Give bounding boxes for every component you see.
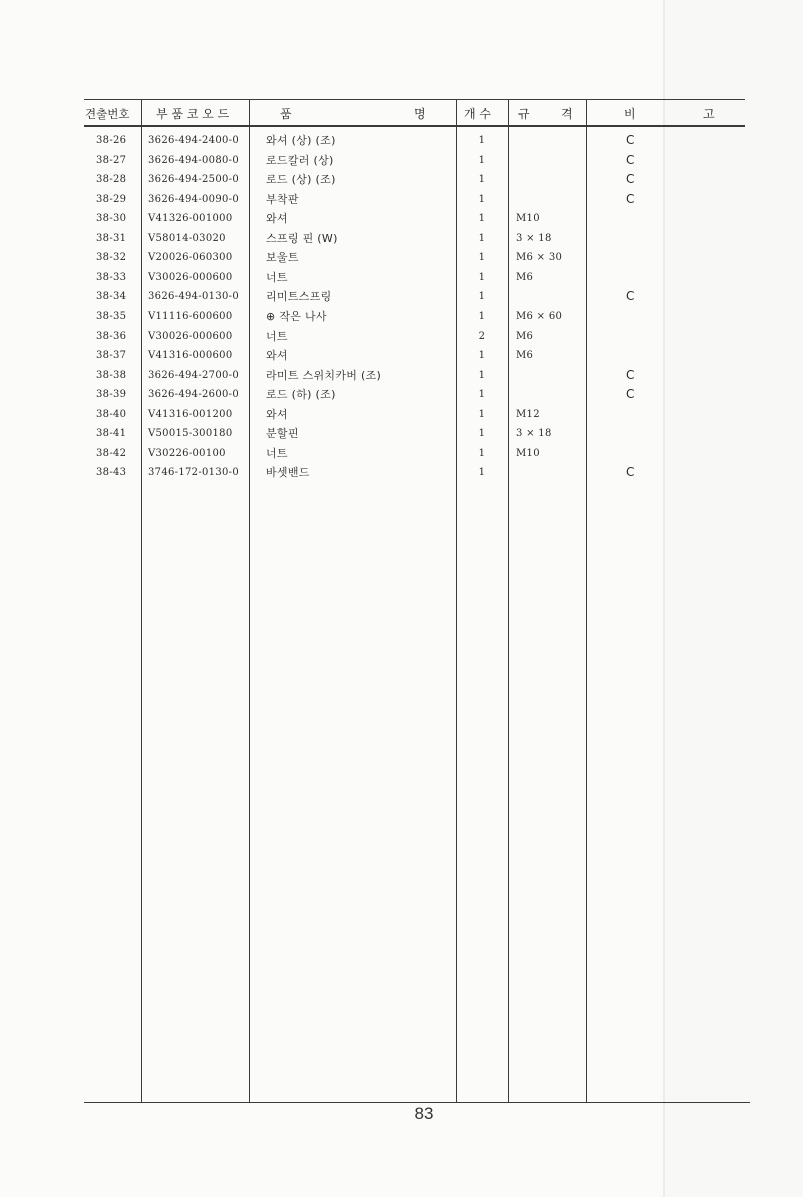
part-number-cell: 38-28 [96, 174, 127, 186]
part-number-cell: 38-38 [96, 369, 127, 381]
part-code-cell: 3626-494-0130-0 [148, 291, 239, 303]
spec-cell: M10 [516, 213, 540, 225]
spec-cell: 3 × 18 [516, 232, 552, 244]
table-top-rule [84, 99, 745, 100]
header-spec-left: 규 [518, 107, 530, 121]
part-code-cell: V41316-000600 [148, 350, 233, 362]
quantity-cell: 2 [478, 330, 486, 342]
quantity-cell: 1 [478, 154, 486, 166]
part-code-cell: 3626-494-0090-0 [148, 193, 239, 205]
table-row [0, 287, 803, 307]
part-code-cell: V41316-001200 [148, 408, 233, 420]
part-code-cell: V58014-03020 [148, 232, 226, 244]
part-name-cell: 너트 [266, 446, 288, 460]
part-name-cell: 리미트스프링 [266, 290, 332, 304]
part-number-cell: 38-40 [96, 408, 127, 420]
quantity-cell: 1 [478, 232, 486, 244]
spec-cell: M10 [516, 447, 540, 459]
header-spec-right: 격 [561, 107, 573, 121]
note-cell: C [626, 152, 635, 167]
part-number-cell: 38-43 [96, 467, 127, 479]
table-row [0, 307, 803, 327]
spec-cell: M6 × 60 [516, 310, 563, 322]
header-bottom-rule [84, 125, 745, 127]
spec-cell: M6 × 30 [516, 252, 563, 264]
part-number-cell: 38-36 [96, 330, 127, 342]
part-number-cell: 38-26 [96, 135, 127, 146]
quantity-cell: 1 [478, 174, 486, 186]
part-name-cell: 와셔 [266, 212, 288, 226]
spec-cell: M6 [516, 271, 534, 283]
part-code-cell: V20026-060300 [148, 252, 233, 264]
part-number-cell: 38-35 [96, 310, 127, 322]
header-name-left: 품 [280, 107, 292, 121]
table-row [0, 209, 803, 229]
table-row [0, 327, 803, 347]
part-code-cell: 3626-494-2700-0 [148, 369, 239, 381]
spec-cell: M6 [516, 330, 534, 342]
table-row [0, 385, 803, 405]
quantity-cell: 1 [478, 271, 486, 283]
note-cell: C [626, 289, 635, 304]
table-row [0, 444, 803, 464]
header-qty: 개 수 [464, 107, 491, 121]
spec-cell: 3 × 18 [516, 428, 552, 440]
note-cell: C [626, 191, 635, 206]
part-number-cell: 38-33 [96, 271, 127, 283]
header-part-no: 견출번호 [85, 107, 130, 121]
table-row [0, 405, 803, 425]
quantity-cell: 1 [478, 213, 486, 225]
note-cell: C [626, 465, 635, 480]
quantity-cell: 1 [478, 291, 486, 303]
part-code-cell: 3626-494-2500-0 [148, 174, 239, 186]
part-name-cell: 로드 (하) (조) [266, 388, 336, 402]
quantity-cell: 1 [478, 350, 486, 362]
part-name-cell: 로드 (상) (조) [266, 173, 336, 187]
table-row [0, 170, 803, 190]
part-name-cell: 스프링 핀 (W) [266, 231, 338, 245]
quantity-cell: 1 [478, 467, 486, 479]
part-number-cell: 38-42 [96, 447, 127, 459]
note-cell: C [626, 172, 635, 187]
part-name-cell: 너트 [266, 270, 288, 284]
header-name-right: 명 [414, 107, 426, 121]
table-row [0, 424, 803, 444]
part-number-cell: 38-37 [96, 350, 127, 362]
spec-cell: M6 [516, 350, 534, 362]
part-name-cell: 와셔 [266, 407, 288, 421]
part-code-cell: V50015-300180 [148, 428, 233, 440]
part-code-cell: V11116-600600 [148, 310, 233, 322]
part-name-cell: ⊕ 작은 나사 [266, 309, 327, 323]
note-cell: C [626, 133, 635, 147]
part-code-cell: V41326-001000 [148, 213, 233, 225]
part-number-cell: 38-30 [96, 213, 127, 225]
table-row [0, 366, 803, 386]
quantity-cell: 1 [478, 447, 486, 459]
table-row [0, 229, 803, 249]
part-name-cell: 로드칼러 (상) [266, 153, 334, 167]
quantity-cell: 1 [478, 193, 486, 205]
header-note-right: 고 [703, 107, 715, 121]
part-name-cell: 와셔 (상) (조) [266, 134, 336, 147]
part-number-cell: 38-34 [96, 291, 127, 303]
quantity-cell: 1 [478, 252, 486, 264]
part-number-cell: 38-27 [96, 154, 127, 166]
quantity-cell: 1 [478, 408, 486, 420]
header-part-code: 부 품 코 오 드 [156, 107, 230, 121]
part-code-cell: V30026-000600 [148, 330, 233, 342]
part-number-cell: 38-32 [96, 252, 127, 264]
part-code-cell: 3626-494-0080-0 [148, 154, 239, 166]
part-name-cell: 부착판 [266, 192, 299, 206]
note-cell: C [626, 367, 635, 382]
table-row [0, 268, 803, 288]
part-name-cell: 와셔 [266, 349, 288, 363]
table-row [0, 248, 803, 268]
quantity-cell: 1 [478, 428, 486, 440]
part-name-cell: 라미트 스위치카버 (조) [266, 368, 382, 382]
spec-cell: M12 [516, 408, 540, 420]
part-number-cell: 38-31 [96, 232, 127, 244]
quantity-cell: 1 [478, 310, 486, 322]
table-row [0, 346, 803, 366]
table-row [0, 151, 803, 171]
quantity-cell: 1 [478, 389, 486, 401]
quantity-cell: 1 [478, 135, 486, 146]
part-number-cell: 38-41 [96, 428, 127, 440]
part-name-cell: 보울트 [266, 251, 299, 265]
part-number-cell: 38-39 [96, 389, 127, 401]
page-number: 83 [414, 1104, 434, 1123]
table-row [0, 190, 803, 210]
part-code-cell: 3626-494-2400-0 [148, 135, 239, 146]
quantity-cell: 1 [478, 369, 486, 381]
part-name-cell: 분할핀 [266, 427, 299, 441]
table-row [0, 463, 803, 483]
part-name-cell: 너트 [266, 329, 288, 343]
note-cell: C [626, 387, 635, 402]
part-code-cell: V30226-00100 [148, 447, 226, 459]
part-code-cell: 3746-172-0130-0 [148, 467, 239, 479]
part-code-cell: 3626-494-2600-0 [148, 389, 239, 401]
table-row [0, 131, 803, 151]
table-bottom-rule [84, 1102, 750, 1103]
header-note-left: 비 [624, 107, 636, 121]
part-code-cell: V30026-000600 [148, 271, 233, 283]
part-name-cell: 바셋밴드 [266, 466, 310, 480]
part-number-cell: 38-29 [96, 193, 127, 205]
